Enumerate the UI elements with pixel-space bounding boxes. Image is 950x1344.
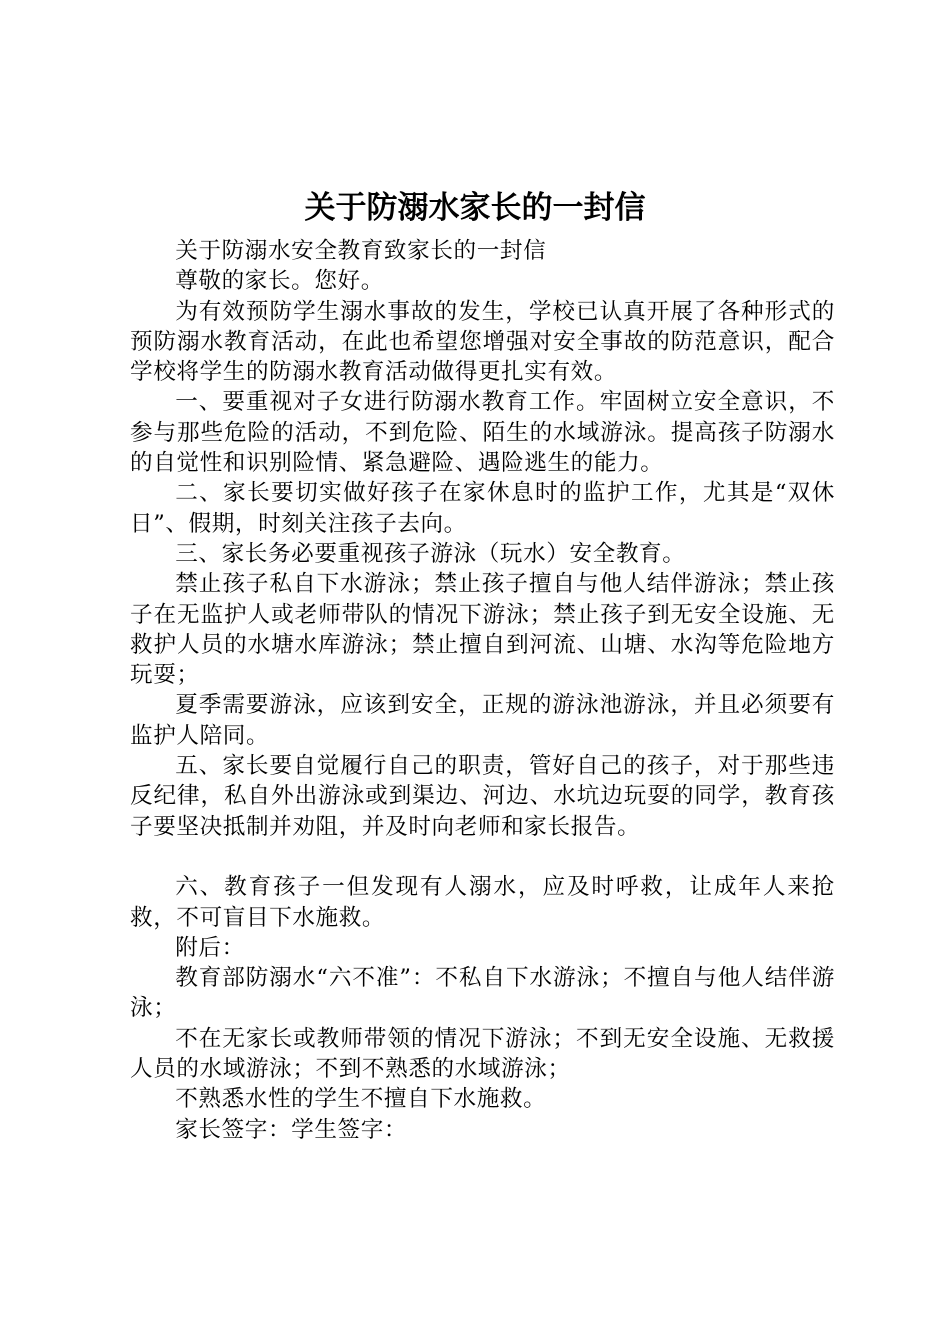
rescue-rule-paragraph: 不熟悉水性的学生不擅自下水施救。: [175, 1086, 547, 1113]
signature-line: 家长签字：学生签字：: [175, 1116, 408, 1143]
point-one-paragraph: 一、要重视对子女进行防溺水教育工作。牢固树立安全意识，不参与那些危险的活动，不到危险、陌生的水域游泳。提高孩子防溺水的自觉性和识别险情、紧急避险、遇险逃生的能力。: [130, 389, 835, 477]
document-body: [130, 236, 835, 1145]
point-three-paragraph: 三、家长务必要重视孩子游泳（玩水）安全教育。: [175, 540, 686, 567]
six-rules-continued-paragraph: 不在无家长或教师带领的情况下游泳；不到无安全设施、无救援人员的水域游泳；不到不熟悉的水域游泳；: [130, 1025, 835, 1083]
appendix-heading: 附后：: [175, 934, 245, 961]
intro-paragraph: 为有效预防学生溺水事故的发生，学校已认真开展了各种形式的预防溺水教育活动，在此也希望您增强对安全事故的防范意识，配合学校将学生的防溺水教育活动做得更扎实有效。: [130, 298, 835, 386]
prohibitions-paragraph: 禁止孩子私自下水游泳；禁止孩子擅自与他人结伴游泳；禁止孩子在无监护人或老师带队的情况下游泳；禁止孩子到无安全设施、无救护人员的水塘水库游泳；禁止擅自到河流、山塘、水沟等危险地方玩耍；: [130, 571, 835, 689]
six-rules-paragraph: 教育部防溺水“六不准”：不私自下水游泳；不擅自与他人结伴游泳；: [130, 965, 835, 1022]
document-title: 关于防溺水家长的一封信: [304, 190, 646, 226]
letter-subtitle: 关于防溺水安全教育致家长的一封信: [175, 238, 547, 264]
point-five-paragraph: 五、家长要自觉履行自己的职责，管好自己的孩子，对于那些违反纪律，私自外出游泳或到渠边、河边、水坑边玩耍的同学，教育孩子要坚决抵制并劝阻，并及时向老师和家长报告。: [130, 753, 835, 840]
summer-swimming-paragraph: 夏季需要游泳，应该到安全，正规的游泳池游泳，并且必须要有监护人陪同。: [130, 692, 835, 749]
point-six-paragraph: 六、教育孩子一但发现有人溺水，应及时呼救，让成年人来抢救，不可盲目下水施救。: [130, 874, 835, 931]
greeting: 尊敬的家长。您好。: [175, 268, 384, 295]
point-two-paragraph: 二、家长要切实做好孩子在家休息时的监护工作，尤其是“双休日”、假期，时刻关注孩子去向。: [130, 480, 835, 537]
